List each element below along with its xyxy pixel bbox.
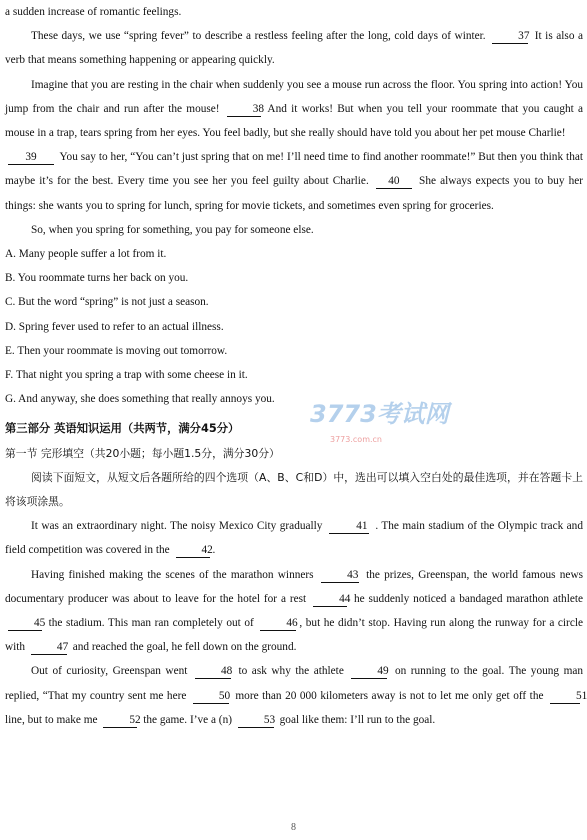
paragraph-text: he suddenly noticed a bandaged marathon athlete (353, 592, 584, 605)
option-g[interactable]: G. And anyway, she does something that really annoys you. (5, 393, 275, 406)
blank-45[interactable]: 45 (8, 616, 42, 631)
watermark-logo: 3773考试网 (310, 400, 449, 428)
paragraph-text: It was an extraordinary night. The noisy Mexico City gradually (31, 520, 323, 533)
paragraph-text: , but he didn’t stop. Having run along the runway for a circle with (5, 617, 583, 654)
section-subheading: 第一节 完形填空（共20小题；每小题1.5分，满分30分） (5, 446, 280, 460)
blank-39[interactable]: 39 (8, 150, 54, 165)
blank-53[interactable]: 53 (238, 713, 274, 728)
blank-43[interactable]: 43 (321, 568, 359, 583)
passage-paragraph-3 (5, 145, 583, 218)
paragraph-text: She always expects you to buy her things: she wants you to spring for lunch, spring for movie tickets, and sometimes even spring for groceries. (5, 175, 584, 212)
blank-42[interactable]: 42 (176, 543, 210, 558)
paragraph-text: Out of curiosity, Greenspan went (31, 665, 188, 678)
option-c[interactable]: C. But the word “spring” is not just a season. (5, 296, 209, 309)
paragraph-text: the game. I’ve a (n) (143, 713, 232, 726)
paragraph-text: the prizes, Greenspan, the world famous news documentary producer was about to leave for the hotel for a rest (5, 568, 583, 605)
paragraph-text: line, but to make me (5, 713, 98, 726)
paragraph-text: on running to the goal. The young man replied, “That my country sent me here (5, 665, 584, 702)
paragraph-text: more than 20 000 kilometers away is not to let me only get off the (235, 689, 544, 702)
page-number: 8 (291, 822, 296, 833)
passage-paragraph-2 (5, 73, 583, 146)
paragraph-text: Imagine that you are resting in the chair when suddenly you see a mouse run across the floor. You spring into action! You jump from the chair and run after the mouse! (5, 78, 583, 115)
paragraph-text: These days, we use “spring fever” to describe a restless feeling after the long, cold days of winter. (31, 30, 486, 43)
cloze-paragraph-2 (5, 563, 583, 660)
paragraph-text: And it works! But when you tell your roommate that you caught a mouse in a trap, tears spring from her eyes. You feel badly, but she really should have told you about her pet mouse Charlie! (5, 102, 583, 140)
blank-38[interactable]: 38 (227, 102, 261, 117)
paragraph-text: goal like them: I’ll run to the goal. (279, 713, 436, 726)
blank-37[interactable]: 37 (492, 29, 528, 44)
blank-46[interactable]: 46 (260, 616, 296, 631)
paragraph-text: . (212, 544, 216, 557)
blank-51[interactable]: 51 (550, 689, 580, 704)
passage-fragment: a sudden increase of romantic feelings. (5, 6, 182, 18)
section-heading: 第三部分 英语知识运用（共两节，满分45分） (5, 422, 240, 436)
blank-50[interactable]: 50 (193, 689, 229, 704)
blank-47[interactable]: 47 (31, 640, 67, 655)
paragraph-text: . The main stadium of the Olympic track and field competition was covered in the (5, 520, 583, 557)
passage-paragraph-1 (5, 24, 583, 72)
document-page (5, 0, 587, 732)
blank-48[interactable]: 48 (195, 664, 231, 679)
paragraph-text: to ask why the athlete (238, 665, 344, 678)
watermark-logo-sub: 3773.com.cn (330, 435, 382, 444)
paragraph-text: and reached the goal, he fell down on the ground. (72, 641, 297, 654)
option-e[interactable]: E. Then your roommate is moving out tomorrow. (5, 344, 228, 357)
blank-44[interactable]: 44 (313, 592, 347, 607)
cloze-paragraph-1 (5, 514, 583, 562)
blank-41[interactable]: 41 (329, 519, 369, 534)
passage-paragraph-4: So, when you spring for something, you pay for someone else. (31, 223, 314, 236)
options-list (5, 242, 583, 411)
option-d[interactable]: D. Spring fever used to refer to an actual illness. (5, 320, 224, 333)
blank-49[interactable]: 49 (351, 664, 387, 679)
option-f[interactable]: F. That night you spring a trap with some cheese in it. (5, 369, 248, 382)
paragraph-text: It is also a verb that means something happening or appearing quickly. (5, 30, 584, 67)
cloze-paragraph-3 (5, 659, 587, 732)
section-instruction: 阅读下面短文，从短文后各题所给的四个选项（A、B、C和D）中，选出可以填入空白处的最佳选项，并在答题卡上将该项涂黑。 (5, 470, 583, 509)
paragraph-text: the stadium. This man ran completely out of (48, 617, 254, 630)
option-a[interactable]: A. Many people suffer a lot from it. (5, 248, 167, 261)
blank-52[interactable]: 52 (103, 713, 137, 728)
blank-40[interactable]: 40 (376, 174, 412, 189)
paragraph-text: You say to her, “You can’t just spring that on me! I’ll need time to find another roommate!” But then you think that maybe it’s for the best. Every time you see her you feel guilty about Charlie. (5, 151, 583, 188)
paragraph-text: Having finished making the scenes of the marathon winners (31, 568, 314, 581)
option-b[interactable]: B. You roommate turns her back on you. (5, 272, 189, 285)
